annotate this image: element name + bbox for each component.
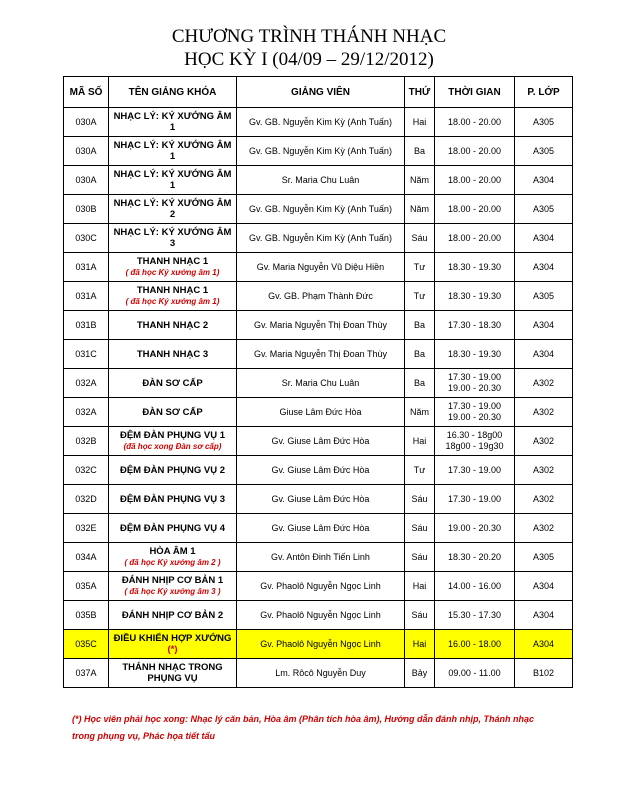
cell-code: 030A xyxy=(64,108,109,137)
cell-teacher: Gv. Maria Nguyễn Thị Đoan Thùy xyxy=(237,311,405,340)
cell-code: 031A xyxy=(64,253,109,282)
course-name: ĐIỀU KHIỂN HỢP XƯỚNG xyxy=(113,633,232,644)
cell-time xyxy=(435,485,515,514)
course-mark: (*) xyxy=(167,644,178,655)
cell-time xyxy=(435,311,515,340)
cell-day: Sáu xyxy=(405,543,435,572)
cell-day: Hai xyxy=(405,108,435,137)
course-name: THANH NHẠC 3 xyxy=(136,348,209,360)
cell-teacher: Gv. GB. Phạm Thành Đức xyxy=(237,282,405,311)
header-day: THỨ xyxy=(405,77,435,108)
course-name: ĐỆM ĐÀN PHỤNG VỤ 1 xyxy=(119,430,226,441)
cell-code: 030A xyxy=(64,137,109,166)
table-row xyxy=(64,137,573,166)
time-slot: 16.30 - 18g00 xyxy=(446,430,503,440)
cell-day: Hai xyxy=(405,572,435,601)
cell-time xyxy=(435,514,515,543)
cell-course xyxy=(109,311,237,340)
course-name: NHẠC LÝ: KÝ XƯỚNG ÂM 1 xyxy=(113,140,232,162)
cell-course xyxy=(109,224,237,253)
time-slot: 18.30 - 19.30 xyxy=(447,348,502,359)
time-slot: 14.00 - 16.00 xyxy=(447,580,502,591)
cell-room: A304 xyxy=(515,630,573,659)
time-slot: 16.00 - 18.00 xyxy=(447,638,502,649)
time-slot: 19.00 - 20.30 xyxy=(447,522,502,533)
cell-time xyxy=(435,166,515,195)
cell-day: Sáu xyxy=(405,601,435,630)
cell-teacher: Gv. Giuse Lâm Đức Hòa xyxy=(237,456,405,485)
cell-room: A302 xyxy=(515,427,573,456)
table-header-row xyxy=(64,77,573,108)
cell-course xyxy=(109,166,237,195)
cell-course xyxy=(109,427,237,456)
cell-course xyxy=(109,253,237,282)
table-row xyxy=(64,485,573,514)
course-name: ĐÁNH NHỊP CƠ BẢN 2 xyxy=(121,609,224,621)
cell-room: A302 xyxy=(515,456,573,485)
time-slot: 18.00 - 20.00 xyxy=(447,145,502,156)
course-name: NHẠC LÝ: KÝ XƯỚNG ÂM 1 xyxy=(113,169,232,191)
table-row xyxy=(64,311,573,340)
table-row xyxy=(64,630,573,659)
cell-day: Năm xyxy=(405,398,435,427)
cell-teacher: Gv. Maria Nguyễn Vũ Diệu Hiền xyxy=(237,253,405,282)
course-name: THANH NHẠC 2 xyxy=(136,319,209,331)
course-name: NHẠC LÝ: KÝ XƯỚNG ÂM 2 xyxy=(113,198,232,220)
table-row xyxy=(64,108,573,137)
cell-day: Ba xyxy=(405,369,435,398)
cell-teacher: Gv. Maria Nguyễn Thị Đoan Thùy xyxy=(237,340,405,369)
course-name: ĐỆM ĐÀN PHỤNG VỤ 3 xyxy=(119,493,226,505)
time-slot: 18.30 - 19.30 xyxy=(447,261,502,272)
cell-code: 032C xyxy=(64,456,109,485)
time-slot: 18.30 - 20.20 xyxy=(447,551,502,562)
cell-time xyxy=(435,224,515,253)
time-slot: 17.30 - 18.30 xyxy=(447,319,502,330)
cell-room: A304 xyxy=(515,311,573,340)
cell-time xyxy=(435,282,515,311)
table-row xyxy=(64,514,573,543)
time-slot-second: 19.00 - 20.30 xyxy=(447,383,502,393)
cell-teacher: Gv. Giuse Lâm Đức Hòa xyxy=(237,427,405,456)
cell-room: A305 xyxy=(515,108,573,137)
cell-code: 032A xyxy=(64,398,109,427)
cell-day: Hai xyxy=(405,630,435,659)
cell-day: Sáu xyxy=(405,514,435,543)
cell-teacher: Gv. GB. Nguyễn Kim Kỳ (Anh Tuấn) xyxy=(237,195,405,224)
header-room: P. LỚP xyxy=(515,77,573,108)
time-slot: 18.00 - 20.00 xyxy=(447,232,502,243)
table-row xyxy=(64,456,573,485)
cell-course xyxy=(109,630,237,659)
cell-room: B102 xyxy=(515,659,573,688)
cell-room: A305 xyxy=(515,543,573,572)
cell-time xyxy=(435,108,515,137)
time-slot-second: 18g00 - 19g30 xyxy=(445,441,504,451)
cell-course xyxy=(109,195,237,224)
cell-course xyxy=(109,398,237,427)
cell-teacher: Gv. Phaolô Nguyễn Ngọc Linh xyxy=(237,630,405,659)
table-row xyxy=(64,543,573,572)
page-subtitle: HỌC KỲ I (04/09 – 29/12/2012) xyxy=(184,49,434,70)
cell-day: Bảy xyxy=(405,659,435,688)
cell-teacher: Gv. GB. Nguyễn Kim Kỳ (Anh Tuấn) xyxy=(237,108,405,137)
cell-code: 032B xyxy=(64,427,109,456)
table-row xyxy=(64,224,573,253)
cell-code: 035B xyxy=(64,601,109,630)
cell-time xyxy=(435,456,515,485)
cell-course xyxy=(109,137,237,166)
cell-room: A302 xyxy=(515,485,573,514)
cell-room: A305 xyxy=(515,195,573,224)
course-name: THÁNH NHẠC TRONG PHỤNG VỤ xyxy=(122,662,223,684)
cell-day: Sáu xyxy=(405,485,435,514)
cell-course xyxy=(109,659,237,688)
time-slot: 18.30 - 19.30 xyxy=(447,290,502,301)
course-name: ĐÀN SƠ CẤP xyxy=(142,406,203,418)
table-row xyxy=(64,659,573,688)
time-slot-second: 19.00 - 20.30 xyxy=(447,412,502,422)
course-name: ĐỆM ĐÀN PHỤNG VỤ 4 xyxy=(119,522,226,534)
cell-time xyxy=(435,572,515,601)
table-row xyxy=(64,340,573,369)
table-row xyxy=(64,427,573,456)
cell-code: 031A xyxy=(64,282,109,311)
course-prerequisite-note: (đã học xong Đàn sơ cấp) xyxy=(123,442,222,451)
cell-time xyxy=(435,340,515,369)
course-name: THANH NHẠC 1 xyxy=(136,285,209,296)
course-prerequisite-note: ( đã học Ký xướng âm 2 ) xyxy=(124,558,221,567)
cell-course xyxy=(109,282,237,311)
time-slot: 17.30 - 19.00 xyxy=(447,401,502,411)
table-row xyxy=(64,253,573,282)
table-row xyxy=(64,369,573,398)
cell-day: Tư xyxy=(405,253,435,282)
course-prerequisite-note: ( đã học Ký xướng âm 1) xyxy=(125,297,220,306)
cell-code: 035A xyxy=(64,572,109,601)
course-prerequisite-note: ( đã học Ký xướng âm 1) xyxy=(125,268,220,277)
cell-code: 031C xyxy=(64,340,109,369)
cell-teacher: Gv. Phaolô Nguyễn Ngọc Linh xyxy=(237,572,405,601)
cell-day: Sáu xyxy=(405,224,435,253)
cell-time xyxy=(435,427,515,456)
cell-time xyxy=(435,543,515,572)
cell-room: A302 xyxy=(515,398,573,427)
cell-time xyxy=(435,659,515,688)
cell-code: 034A xyxy=(64,543,109,572)
cell-code: 030C xyxy=(64,224,109,253)
cell-course xyxy=(109,485,237,514)
cell-teacher: Giuse Lâm Đức Hòa xyxy=(237,398,405,427)
course-name: NHẠC LÝ: KÝ XƯỚNG ÂM 3 xyxy=(113,227,232,249)
cell-course xyxy=(109,514,237,543)
cell-course xyxy=(109,340,237,369)
cell-time xyxy=(435,601,515,630)
cell-code: 035C xyxy=(64,630,109,659)
course-name: ĐỆM ĐÀN PHỤNG VỤ 2 xyxy=(119,464,226,476)
cell-code: 032A xyxy=(64,369,109,398)
cell-time xyxy=(435,630,515,659)
cell-code: 030A xyxy=(64,166,109,195)
cell-room: A302 xyxy=(515,369,573,398)
header-course: TÊN GIẢNG KHÓA xyxy=(109,77,237,108)
cell-room: A304 xyxy=(515,166,573,195)
course-name: NHẠC LÝ: KÝ XƯỚNG ÂM 1 xyxy=(113,111,232,133)
table-row xyxy=(64,195,573,224)
cell-course xyxy=(109,572,237,601)
cell-code: 031B xyxy=(64,311,109,340)
course-name: HÒA ÂM 1 xyxy=(149,546,196,557)
table-row xyxy=(64,166,573,195)
header-time: THỜI GIAN xyxy=(435,77,515,108)
cell-day: Ba xyxy=(405,311,435,340)
cell-teacher: Sr. Maria Chu Luân xyxy=(237,166,405,195)
cell-teacher: Gv. Giuse Lâm Đức Hòa xyxy=(237,485,405,514)
cell-room: A304 xyxy=(515,572,573,601)
cell-code: 030B xyxy=(64,195,109,224)
cell-teacher: Gv. Phaolô Nguyễn Ngọc Linh xyxy=(237,601,405,630)
page-title: CHƯƠNG TRÌNH THÁNH NHẠC xyxy=(171,26,447,47)
time-slot: 09.00 - 11.00 xyxy=(448,667,501,678)
time-slot: 18.00 - 20.00 xyxy=(447,203,502,214)
cell-teacher: Sr. Maria Chu Luân xyxy=(237,369,405,398)
time-slot: 17.30 - 19.00 xyxy=(447,464,502,475)
cell-teacher: Lm. Rôcô Nguyễn Duy xyxy=(237,659,405,688)
cell-day: Hai xyxy=(405,427,435,456)
cell-course xyxy=(109,543,237,572)
course-prerequisite-note: ( đã học Ký xướng âm 3 ) xyxy=(124,587,221,596)
cell-teacher: Gv. GB. Nguyễn Kim Kỳ (Anh Tuấn) xyxy=(237,224,405,253)
cell-teacher: Gv. Giuse Lâm Đức Hòa xyxy=(237,514,405,543)
cell-day: Tư xyxy=(405,456,435,485)
cell-room: A304 xyxy=(515,601,573,630)
cell-room: A304 xyxy=(515,253,573,282)
cell-day: Ba xyxy=(405,340,435,369)
cell-course xyxy=(109,108,237,137)
cell-course xyxy=(109,601,237,630)
footnote: (*) Học viên phải học xong: Nhạc lý căn bản, Hòa âm (Phân tích hòa âm), Hướng dẫn đánh nhịp, Thánh nhạc trong phụng vụ, Phác họa tiết tấu xyxy=(72,714,535,741)
cell-day: Ba xyxy=(405,137,435,166)
cell-room: A304 xyxy=(515,340,573,369)
cell-time xyxy=(435,398,515,427)
course-name: ĐÀN SƠ CẤP xyxy=(142,377,203,389)
cell-time xyxy=(435,253,515,282)
schedule-table xyxy=(63,76,573,688)
table-row xyxy=(64,601,573,630)
header-code: MÃ SỐ xyxy=(64,77,109,108)
cell-teacher: Gv. Antôn Đinh Tiến Linh xyxy=(237,543,405,572)
cell-code: 032E xyxy=(64,514,109,543)
header-teacher: GIẢNG VIÊN xyxy=(237,77,405,108)
cell-room: A304 xyxy=(515,224,573,253)
cell-code: 037A xyxy=(64,659,109,688)
time-slot: 15.30 - 17.30 xyxy=(447,609,502,620)
cell-day: Năm xyxy=(405,195,435,224)
course-name: THANH NHẠC 1 xyxy=(136,256,209,267)
cell-room: A302 xyxy=(515,514,573,543)
table-row xyxy=(64,282,573,311)
time-slot: 18.00 - 20.00 xyxy=(447,174,502,185)
table-row xyxy=(64,572,573,601)
cell-time xyxy=(435,137,515,166)
cell-time xyxy=(435,195,515,224)
table-row xyxy=(64,398,573,427)
time-slot: 17.30 - 19.00 xyxy=(447,372,502,382)
cell-room: A305 xyxy=(515,282,573,311)
time-slot: 17.30 - 19.00 xyxy=(447,493,502,504)
cell-code: 032D xyxy=(64,485,109,514)
cell-time xyxy=(435,369,515,398)
cell-day: Năm xyxy=(405,166,435,195)
cell-course xyxy=(109,369,237,398)
cell-room: A305 xyxy=(515,137,573,166)
course-name: ĐÁNH NHỊP CƠ BẢN 1 xyxy=(121,575,224,586)
time-slot: 18.00 - 20.00 xyxy=(447,116,502,127)
cell-course xyxy=(109,456,237,485)
cell-teacher: Gv. GB. Nguyễn Kim Kỳ (Anh Tuấn) xyxy=(237,137,405,166)
cell-day: Tư xyxy=(405,282,435,311)
